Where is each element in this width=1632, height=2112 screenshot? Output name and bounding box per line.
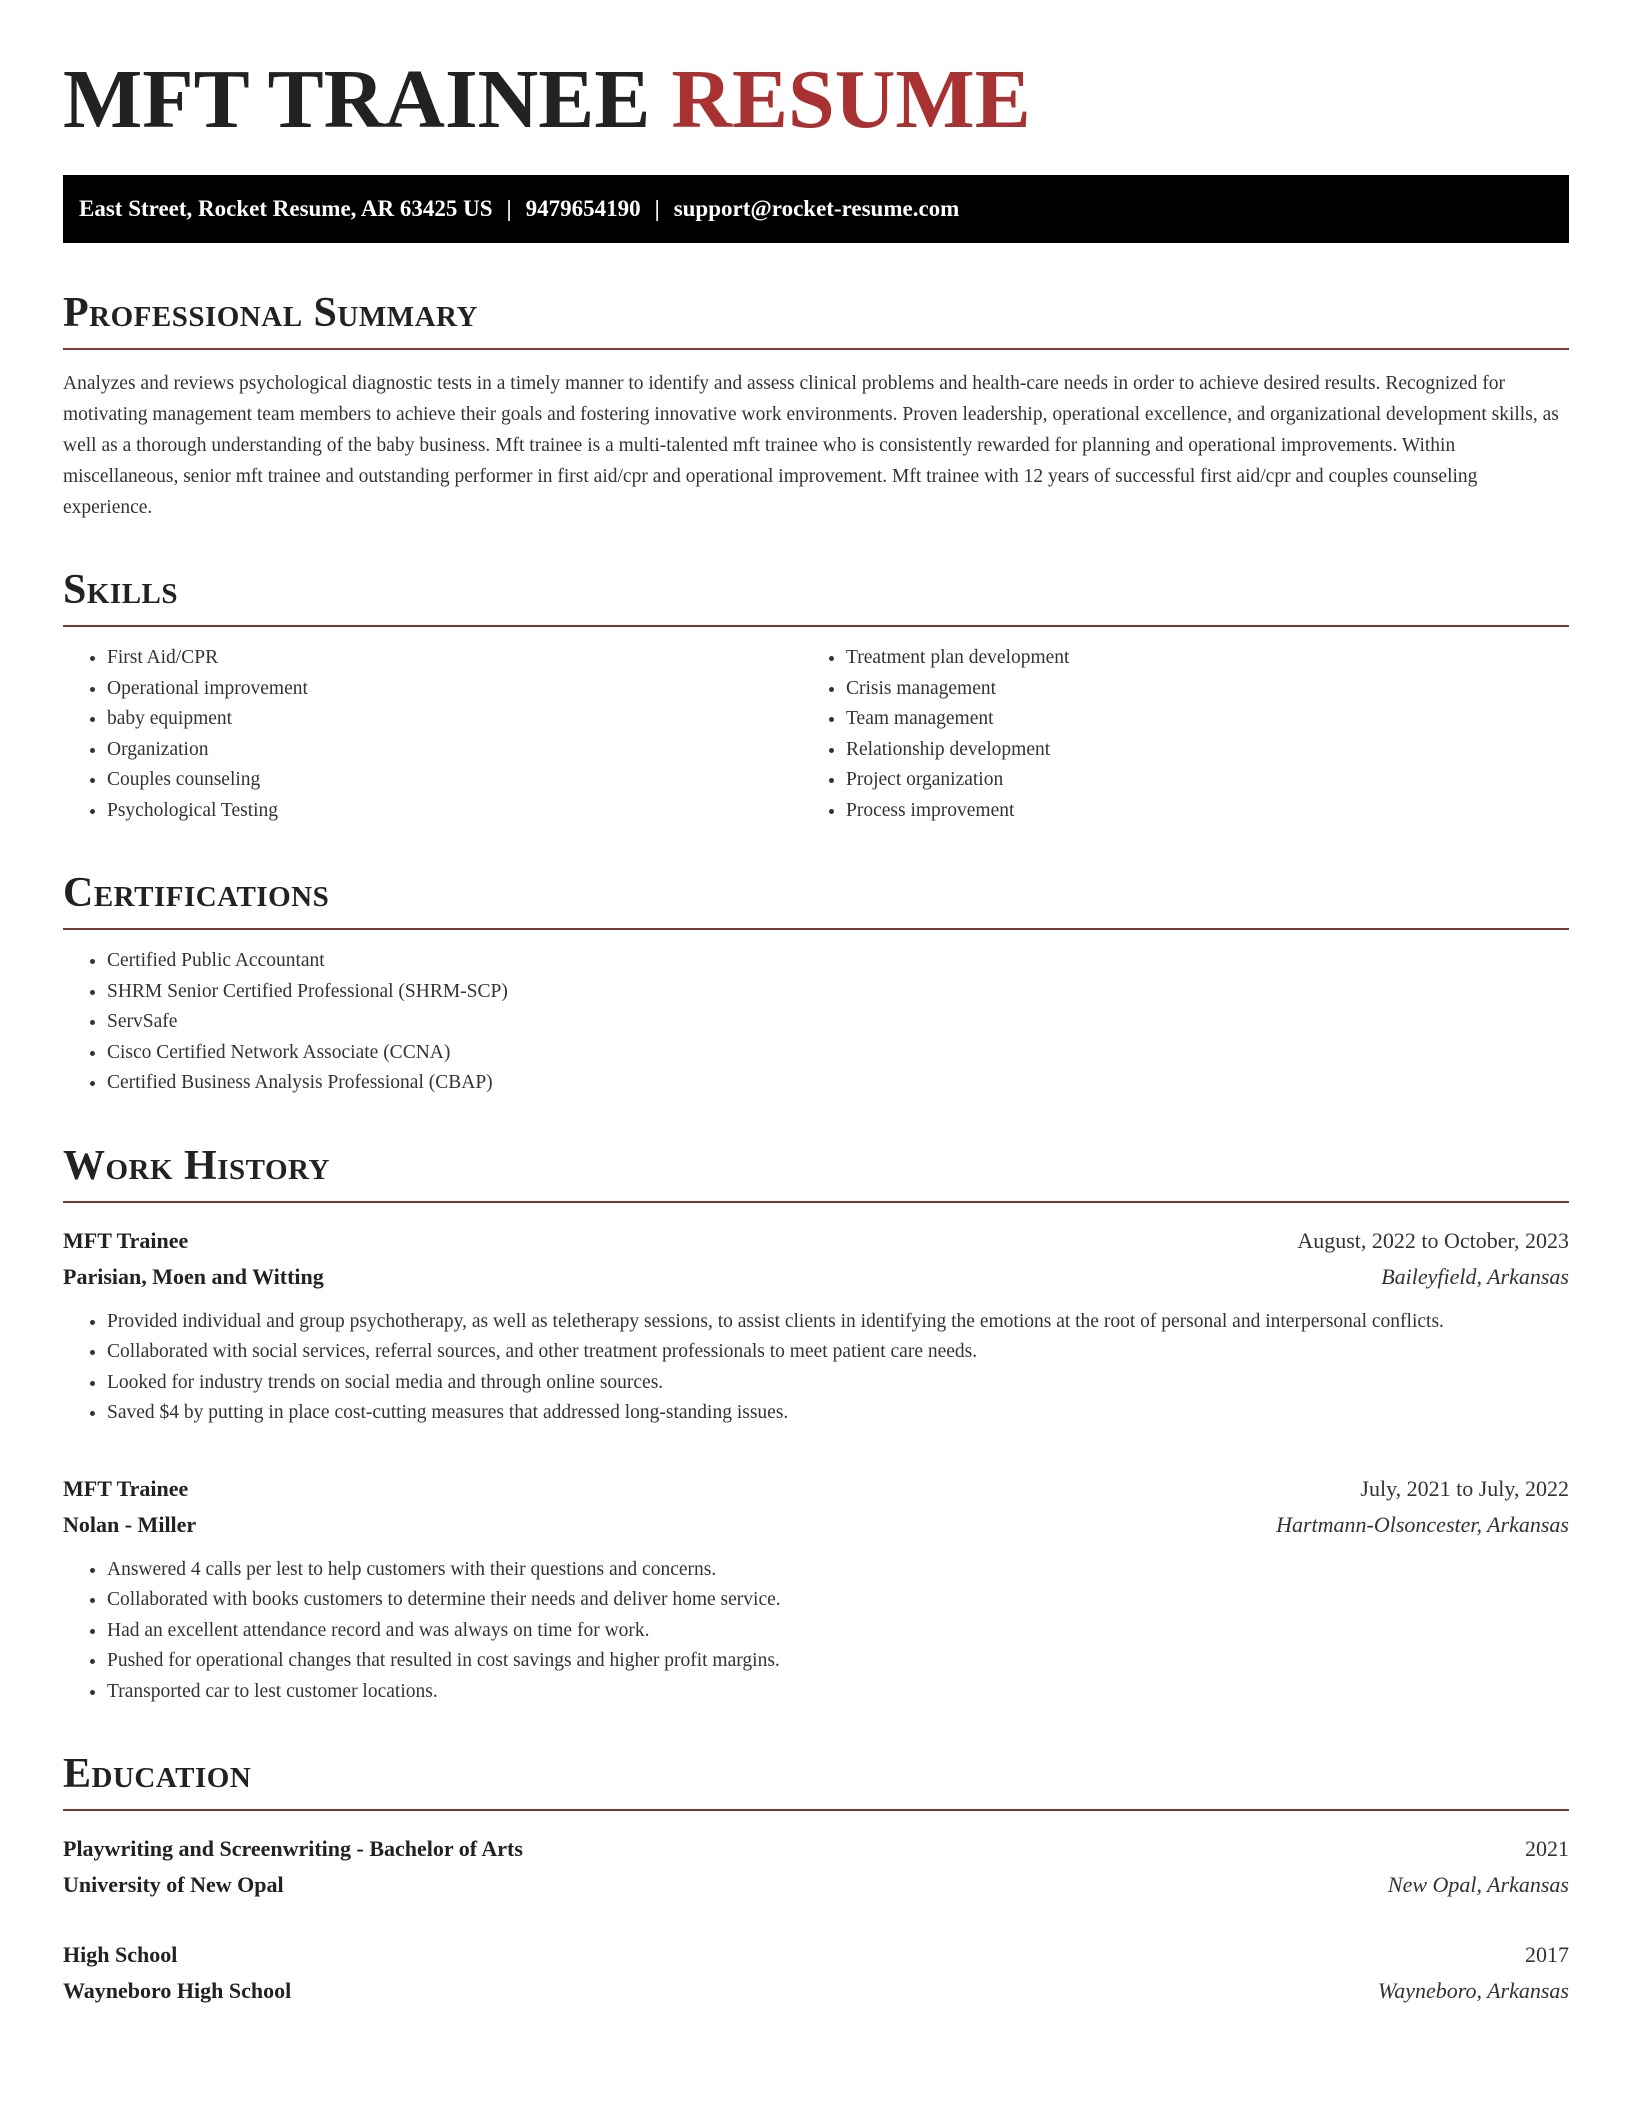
contact-separator: |: [654, 196, 660, 221]
job-header-row: [63, 1223, 1569, 1259]
education-section: [63, 1749, 1569, 2009]
resume-title: [63, 0, 1569, 175]
job-dates: July, 2021 to July, 2022: [1360, 1475, 1569, 1501]
skill-item: • Psychological Testing: [107, 796, 816, 827]
certifications-list: [63, 946, 1569, 1099]
skills-grid: [63, 643, 1569, 826]
education-location: Wayneboro, Arkansas: [1377, 1978, 1569, 2003]
job-duties: [63, 1555, 1569, 1708]
skill-item: • baby equipment: [107, 704, 816, 735]
job-duties: [63, 1307, 1569, 1429]
skill-item: • First Aid/CPR: [107, 643, 816, 674]
job-duty: • Collaborated with social services, referral sources, and other treatment professionals to meet patient care needs.: [107, 1337, 1569, 1368]
skill-item: • Operational improvement: [107, 674, 816, 705]
education-school-row: [63, 1973, 1569, 2009]
certification-item: • Cisco Certified Network Associate (CCNA): [107, 1038, 1569, 1069]
education-entry: [63, 1937, 1569, 2009]
education-school: University of New Opal: [63, 1872, 284, 1897]
education-degree-row: [63, 1831, 1569, 1867]
job-duty: • Had an excellent attendance record and was always on time for work.: [107, 1616, 1569, 1647]
job-title: MFT Trainee: [63, 1475, 189, 1501]
job-title: MFT Trainee: [63, 1227, 189, 1253]
education-heading: Education: [63, 1749, 1569, 1811]
job-company-row: [63, 1507, 1569, 1543]
job-location: Baileyfield, Arkansas: [1381, 1263, 1569, 1289]
skill-item: • Relationship development: [846, 735, 1569, 766]
title-part-2: RESUME: [671, 53, 1031, 146]
certifications-section: [63, 868, 1569, 1099]
job-duty: • Transported car to lest customer locations.: [107, 1677, 1569, 1708]
job-duty: • Collaborated with books customers to determine their needs and deliver home service.: [107, 1585, 1569, 1616]
job-entry: [63, 1223, 1569, 1429]
education-year: 2017: [1525, 1942, 1569, 1967]
contact-bar: [63, 175, 1569, 243]
skill-item: • Project organization: [846, 765, 1569, 796]
education-degree: Playwriting and Screenwriting - Bachelor of Arts: [63, 1836, 523, 1861]
skill-item: • Couples counseling: [107, 765, 816, 796]
education-year: 2021: [1525, 1836, 1569, 1861]
skills-column-2: [816, 643, 1569, 826]
skill-item: • Treatment plan development: [846, 643, 1569, 674]
job-location: Hartmann-Olsoncester, Arkansas: [1276, 1511, 1569, 1537]
job-entry: [63, 1471, 1569, 1708]
job-company-row: [63, 1259, 1569, 1295]
skills-section: [63, 565, 1569, 826]
job-duty: • Answered 4 calls per lest to help customers with their questions and concerns.: [107, 1555, 1569, 1586]
job-header-row: [63, 1471, 1569, 1507]
certification-item: • SHRM Senior Certified Professional (SHRM-SCP): [107, 977, 1569, 1008]
education-entry: [63, 1831, 1569, 1903]
summary-section: [63, 288, 1569, 523]
education-degree: High School: [63, 1942, 178, 1967]
job-duty: • Saved $4 by putting in place cost-cutting measures that addressed long-standing issues.: [107, 1398, 1569, 1429]
certification-item: • Certified Public Accountant: [107, 946, 1569, 977]
contact-phone[interactable]: 9479654190: [525, 196, 641, 221]
work-history-section: [63, 1141, 1569, 1708]
job-company: Parisian, Moen and Witting: [63, 1263, 324, 1289]
education-degree-row: [63, 1937, 1569, 1973]
certification-item: • Certified Business Analysis Professional (CBAP): [107, 1068, 1569, 1099]
education-school-row: [63, 1867, 1569, 1903]
skill-item: • Team management: [846, 704, 1569, 735]
skills-heading: Skills: [63, 565, 1569, 627]
job-duty: • Looked for industry trends on social media and through online sources.: [107, 1368, 1569, 1399]
skill-item: • Organization: [107, 735, 816, 766]
skills-column-1: [63, 643, 816, 826]
summary-heading: Professional Summary: [63, 288, 1569, 350]
job-duty: • Pushed for operational changes that resulted in cost savings and higher profit margins.: [107, 1646, 1569, 1677]
education-school: Wayneboro High School: [63, 1978, 292, 2003]
skill-item: • Process improvement: [846, 796, 1569, 827]
summary-text: Analyzes and reviews psychological diagnostic tests in a timely manner to identify and assess clinical problems and health-care needs in order to achieve desired results. Recognized for motivating management team members to achieve their goals and fostering innovative work environments. Proven leadership, operational excellence, and organizational development skills, as well as a thorough understanding of the baby business. Mft trainee is a multi-talented mft trainee who is consistently rewarded for planning and operational improvements. Within miscellaneous, senior mft trainee and outstanding performer in first aid/cpr and operational improvement. Mft trainee with 12 years of successful first aid/cpr and couples counseling experience.: [63, 373, 1559, 518]
work-history-heading: Work History: [63, 1141, 1569, 1203]
contact-address: East Street, Rocket Resume, AR 63425 US: [79, 196, 493, 221]
job-company: Nolan - Miller: [63, 1511, 197, 1537]
contact-separator: |: [506, 196, 512, 221]
job-duty: • Provided individual and group psychotherapy, as well as teletherapy sessions, to assist clients in identifying the emotions at the root of personal and interpersonal conflicts.: [107, 1307, 1569, 1338]
title-part-1: MFT TRAINEE: [63, 53, 651, 146]
education-location: New Opal, Arkansas: [1387, 1872, 1569, 1897]
certifications-heading: Certifications: [63, 868, 1569, 930]
job-dates: August, 2022 to October, 2023: [1297, 1227, 1569, 1253]
certification-item: • ServSafe: [107, 1007, 1569, 1038]
contact-email[interactable]: support@rocket-resume.com: [673, 196, 960, 221]
skill-item: • Crisis management: [846, 674, 1569, 705]
